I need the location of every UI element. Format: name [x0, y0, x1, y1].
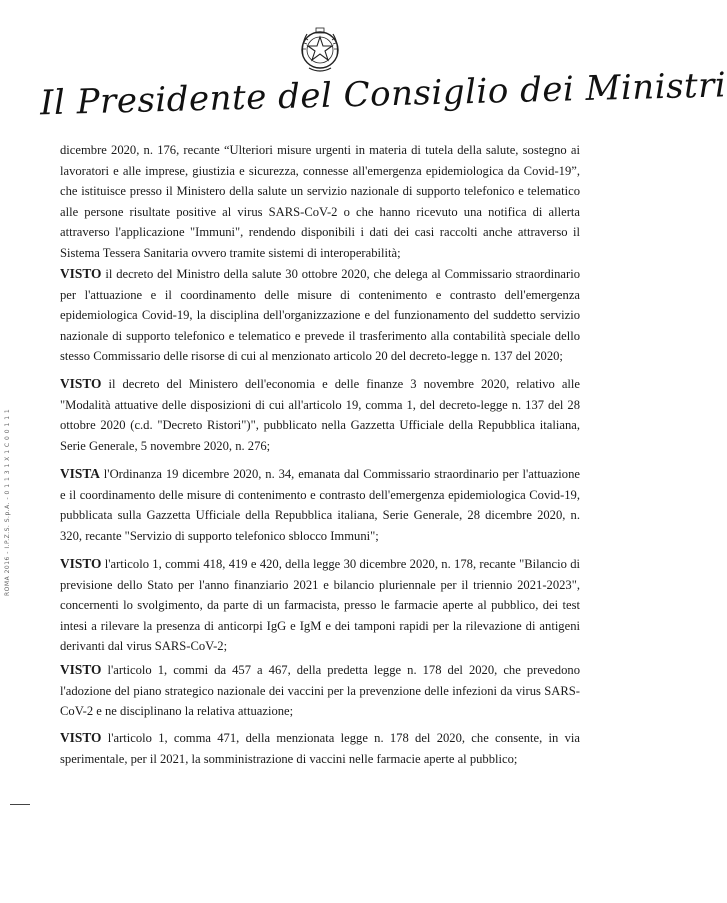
- paragraph-lead: VISTO: [60, 266, 102, 281]
- margin-rule: [10, 804, 30, 805]
- paragraph-text: l'articolo 1, commi da 457 a 467, della predetta legge n. 178 del 2020, che prevedono l'adozione del piano strategico nazionale dei vaccini per la prevenzione delle infezioni da virus SARS-CoV-2 e ne disciplinano la relativa attuazione;: [60, 663, 580, 719]
- paragraph-text: l'articolo 1, comma 471, della menzionata legge n. 178 del 2020, che consente, in via sperimentale, per il 2021, la somministrazione di vaccini nelle farmacie aperte al pubblico;: [60, 731, 580, 766]
- paragraph-lead: VISTO: [60, 556, 102, 571]
- page-title: Il Presidente del Consiglio dei Ministri: [39, 65, 727, 124]
- paragraph-text: il decreto del Ministro della salute 30 ottobre 2020, che delega al Commissario straordinario per l'attuazione e il coordinamento delle misure di contenimento e contrasto dell'emergenza epidemiologica Covid-19, la disciplina dell'organizzazione e del funzionamento del suddetto servizio nazionale di supporto telefonico e telematico e prevede il trasferimento alla contabilità speciale dello stesso Commissario delle risorse di cui al menzionato articolo 20 del decreto-legge n. 137 del 2020;: [60, 267, 580, 364]
- paragraph-lead: VISTO: [60, 730, 102, 745]
- paragraph-visto-commi-418: [60, 554, 580, 657]
- paragraph-lead: VISTA: [60, 466, 100, 481]
- paragraph-visto-decreto-salute: [60, 264, 580, 367]
- paragraph-text: il decreto del Ministero dell'economia e delle finanze 3 novembre 2020, relativo alle "Modalità attuative delle disposizioni di cui all'articolo 19, comma 1, del decreto-legge n. 137 del 28 ottobre 2020 (c.d. "Decreto Ristori")", pubblicato nella Gazzetta Ufficiale della Repubblica italiana, Serie Generale, 5 novembre 2020, n. 276;: [60, 377, 580, 453]
- paragraph-visto-commi-457: [60, 660, 580, 722]
- paragraph-text: l'articolo 1, commi 418, 419 e 420, della legge 30 dicembre 2020, n. 178, recante "Bilancio di previsione dello Stato per l'anno finanziario 2021 e bilancio pluriennale per il triennio 2021-2023", concernenti lo svolgimento, da parte di un farmacista, presso le farmacie aperte al pubblico, dei test intesi a rilevare la presenza di anticorpi IgG e IgM e dei tamponi rapidi per la rilevazione di antigeni derivanti dal virus SARS-CoV-2;: [60, 557, 580, 654]
- paragraph-text: dicembre 2020, n. 176, recante “Ulteriori misure urgenti in materia di tutela della salute, sostegno ai lavoratori e alle imprese, giustizia e sicurezza, connesse all'emergenza epidemiologica da Covid-19”, che istituisce presso il Ministero della salute un servizio nazionale di supporto telefonico e telematico alle persone risultate positive al virus SARS-CoV-2 o che hanno ricevuto una notifica di allerta attraverso l'applicazione "Immuni", rendendo disponibili i dati dei casi raccolti anche attraverso il Sistema Tessera Sanitaria ovvero tramite sistemi di interoperabilità;: [60, 143, 580, 260]
- printer-sidenote: ROMA 2016 - I.P.Z.S. S.p.A. - 0 1 1 3 1 X 1 C 0 0 1 1 1: [4, 408, 11, 596]
- paragraph-lead: VISTO: [60, 376, 102, 391]
- paragraph-lead: VISTO: [60, 662, 102, 677]
- paragraph-text: l'Ordinanza 19 dicembre 2020, n. 34, emanata dal Commissario straordinario per l'attuazione e il coordinamento delle misure di contenimento e contrasto dell'emergenza epidemiologica Covid-19, pubblicata sulla Gazzetta Ufficiale della Repubblica italiana, Serie Generale, 28 dicembre 2020, n. 320, recante "Servizio di supporto telefonico sblocco Immuni";: [60, 467, 580, 543]
- paragraph-visto-decreto-mef: [60, 374, 580, 456]
- paragraph-continuation: [60, 140, 580, 264]
- paragraph-vista-ordinanza: [60, 464, 580, 546]
- paragraph-visto-comma-471: [60, 728, 580, 769]
